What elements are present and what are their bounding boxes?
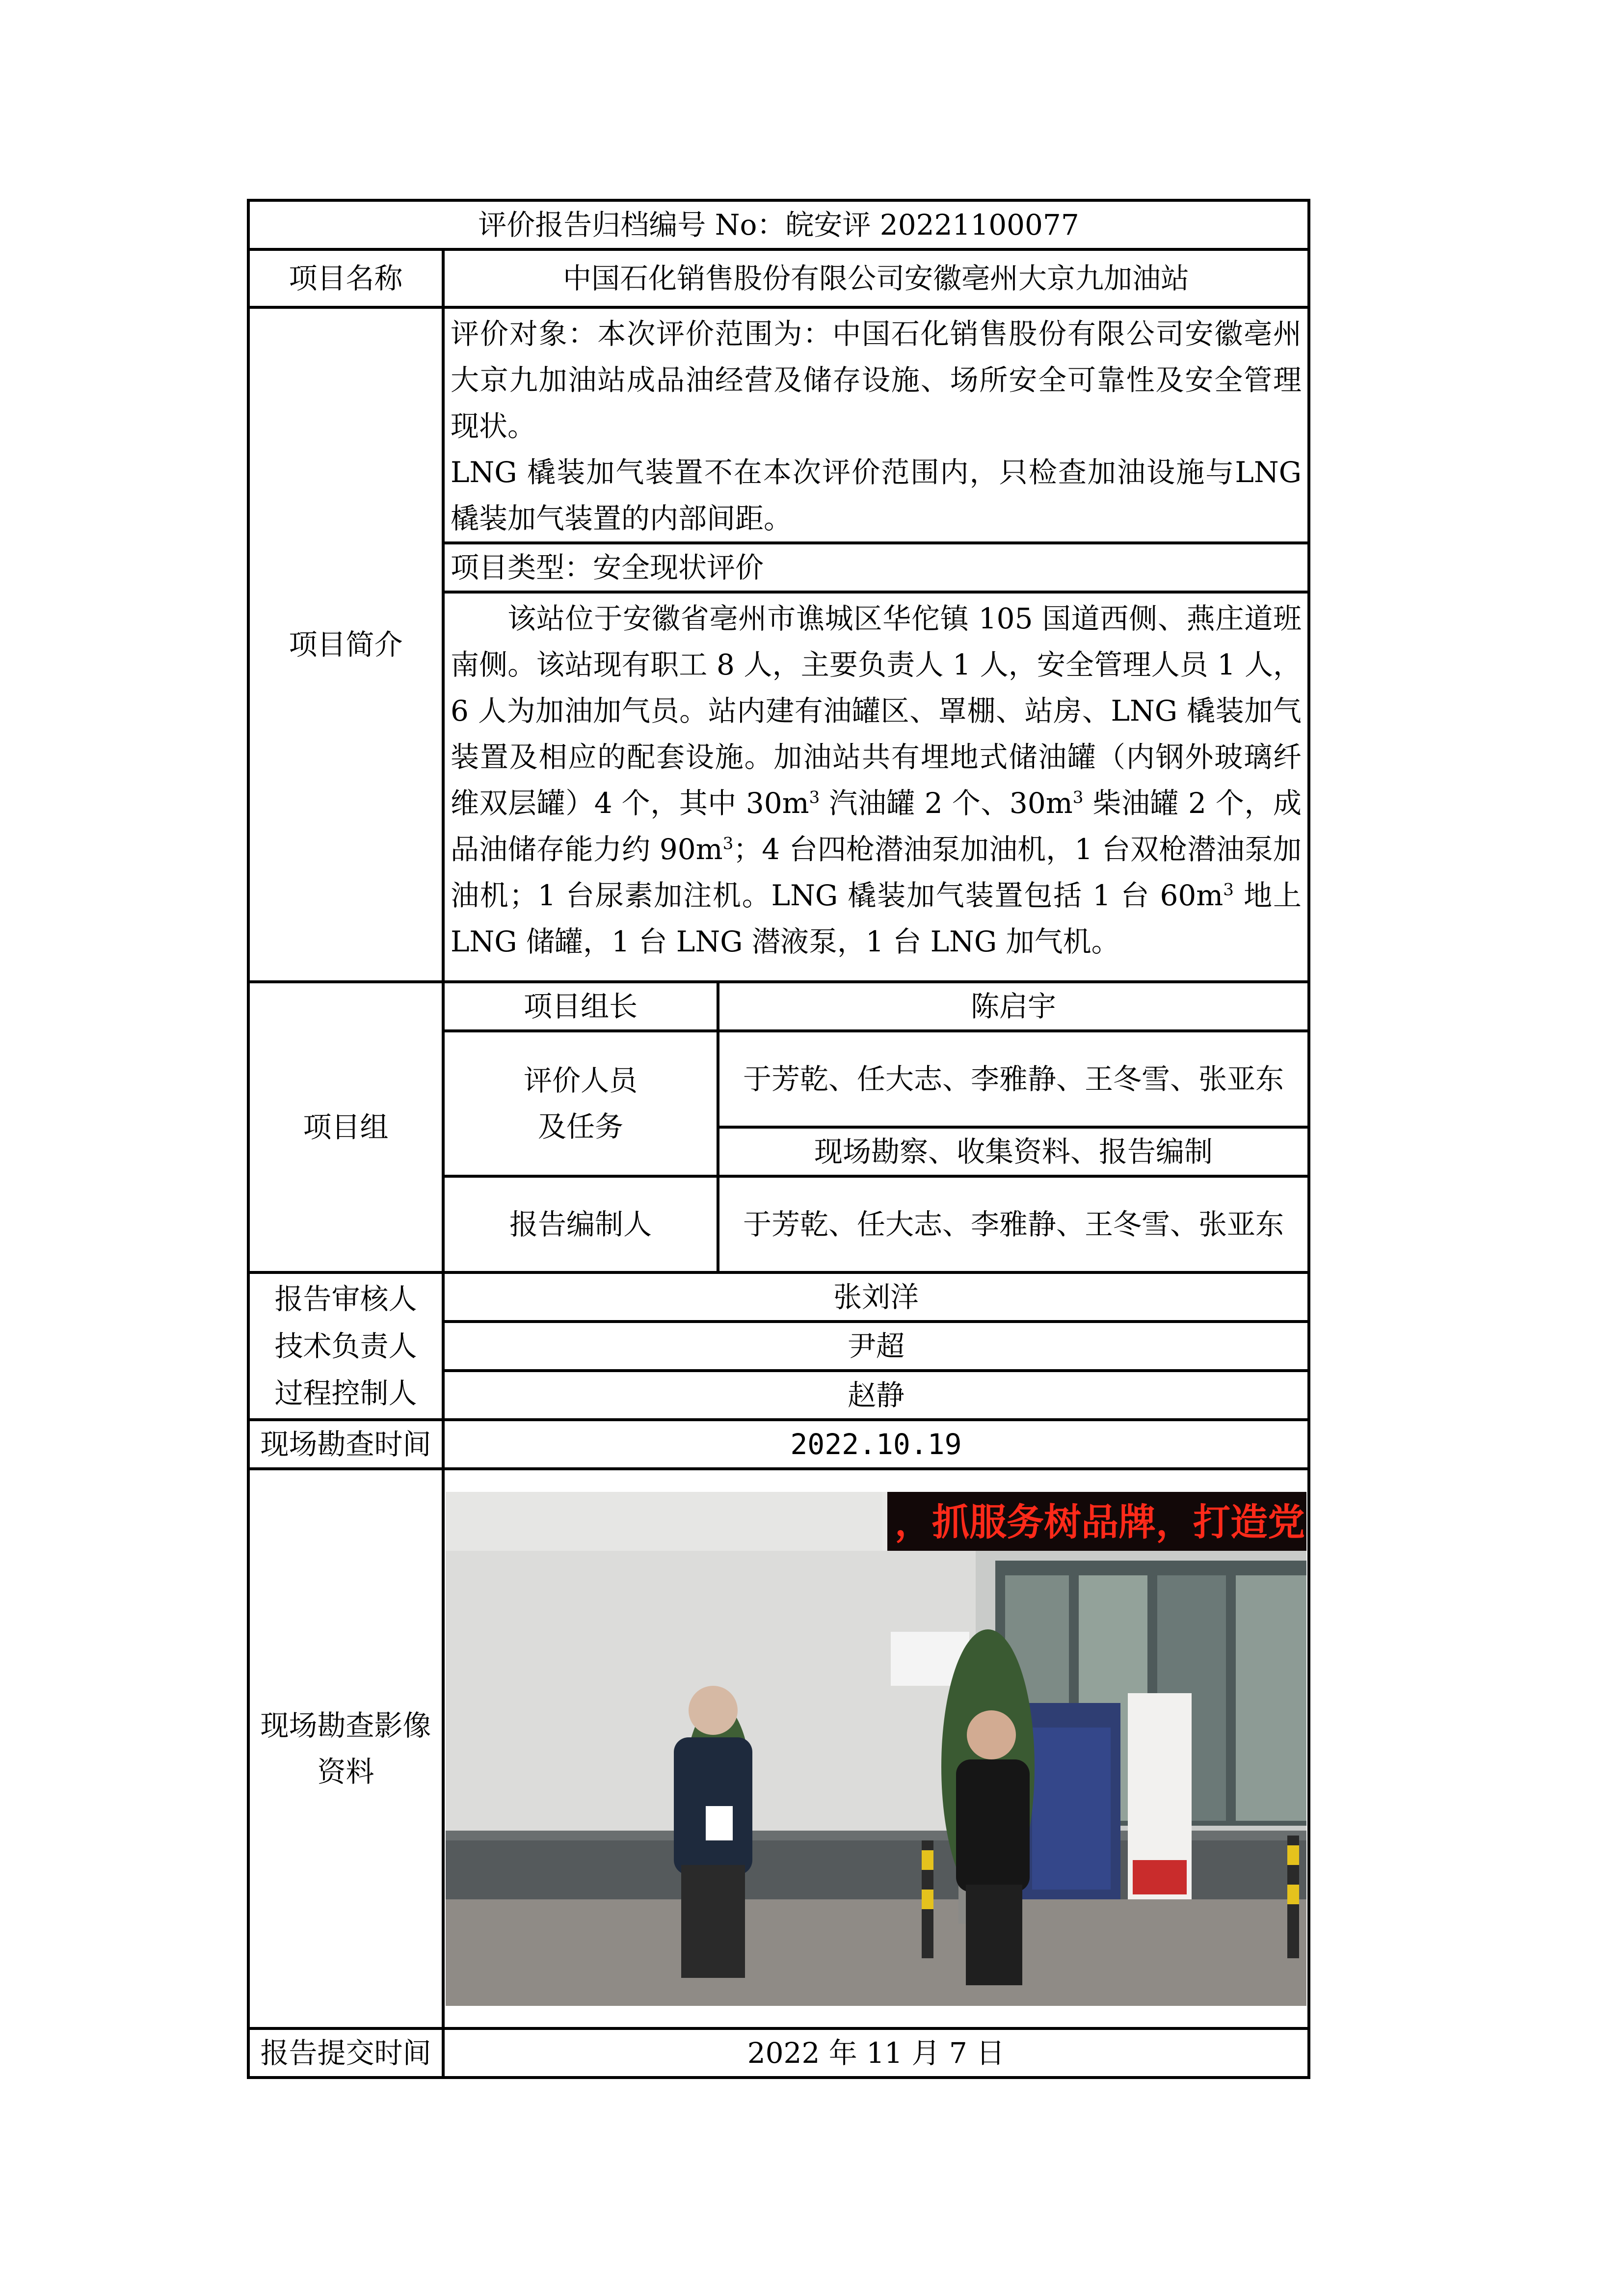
report-reviewer-value: 张刘洋 — [443, 1272, 1309, 1322]
evaluation-scope — [443, 307, 1309, 543]
survey-images-label — [248, 1469, 443, 2028]
project-team-label: 项目组 — [248, 982, 443, 1272]
site-survey-photo — [446, 1492, 1306, 2006]
evaluators-value: 于芳乾、任大志、李雅静、王冬雪、张亚东 — [718, 1031, 1309, 1127]
evaluation-scope-text: 评价对象：本次评价范围为：中国石化销售股份有限公司安徽亳州大京九加油站成品油经营及储存设施、场所安全可靠性及安全管理现状。 — [451, 317, 1302, 443]
review-roles-labels — [248, 1272, 443, 1420]
project-intro-label: 项目简介 — [248, 307, 443, 982]
process-controller-value: 赵静 — [443, 1371, 1309, 1420]
led-banner-text: ，抓服务树品牌，打造党 — [895, 1500, 1305, 1544]
report-writers-value: 于芳乾、任大志、李雅静、王冬雪、张亚东 — [718, 1176, 1309, 1272]
project-type: 项目类型：安全现状评价 — [443, 543, 1309, 592]
station-description — [443, 592, 1309, 982]
evaluators-label-line-2: 及任务 — [537, 1110, 623, 1143]
report-reviewer-label: 报告审核人 — [274, 1282, 417, 1316]
lng-scope-note: LNG 橇装加气装置不在本次评价范围内，只检查加油设施与LNG 橇装加气装置的内部间距。 — [451, 456, 1302, 535]
evaluators-label-line-1: 评价人员 — [523, 1064, 638, 1097]
report-writers-label: 报告编制人 — [443, 1176, 718, 1272]
survey-images-label-line-1: 现场勘查影像 — [260, 1709, 431, 1742]
submit-time-value: 2022 年 11 月 7 日 — [443, 2028, 1309, 2078]
project-name-value: 中国石化销售股份有限公司安徽亳州大京九加油站 — [443, 249, 1309, 307]
cubic-superscript: 3 — [809, 787, 820, 808]
description-part-e: 地上 LNG 储罐，1 台 LNG 潜液泵，1 台 LNG 加气机。 — [451, 879, 1302, 958]
survey-photo-cell — [443, 1469, 1309, 2028]
survey-images-label-line-2: 资料 — [317, 1755, 374, 1788]
evaluator-tasks: 现场勘察、收集资料、报告编制 — [718, 1127, 1309, 1176]
technical-lead-label: 技术负责人 — [274, 1329, 417, 1363]
submit-time-label: 报告提交时间 — [248, 2028, 443, 2078]
team-leader-value: 陈启宇 — [718, 982, 1309, 1031]
cubic-superscript: 3 — [1072, 787, 1084, 808]
archive-number: 评价报告归档编号 No：皖安评 20221100077 — [248, 200, 1309, 249]
survey-time-value: 2022.10.19 — [443, 1420, 1309, 1469]
survey-time-label: 现场勘查时间 — [248, 1420, 443, 1469]
site-survey-photo-illustration — [446, 1492, 1306, 2006]
description-part-c: 柴油罐 2 个，成品油储存能力约 90m — [451, 786, 1302, 866]
technical-lead-value: 尹超 — [443, 1322, 1309, 1371]
project-name-label: 项目名称 — [248, 249, 443, 307]
cubic-superscript: 3 — [1223, 880, 1234, 900]
description-part-a: 该站位于安徽省亳州市谯城区华佗镇 105 国道西侧、燕庄道班南侧。该站现有职工 8 人，主要负责人 1 人，安全管理人员 1 人，6 人为加油加气员。站内建有油罐区、罩棚、站房、LNG 橇装加气装置及相应的配套设施。加油站共有埋地式储油罐（内钢外玻璃纤维双层罐）4 个，其中 30m — [451, 602, 1302, 820]
evaluation-report-form — [247, 199, 1310, 2079]
evaluators-label — [443, 1031, 718, 1176]
description-part-d: ；4 台四枪潜油泵加油机，1 台双枪潜油泵加油机；1 台尿素加注机。LNG 橇装加气装置包括 1 台 60m — [451, 833, 1302, 912]
cubic-superscript: 3 — [722, 834, 734, 854]
description-part-b: 汽油罐 2 个、30m — [820, 786, 1073, 820]
team-leader-label: 项目组长 — [443, 982, 718, 1031]
process-controller-label: 过程控制人 — [274, 1377, 417, 1410]
